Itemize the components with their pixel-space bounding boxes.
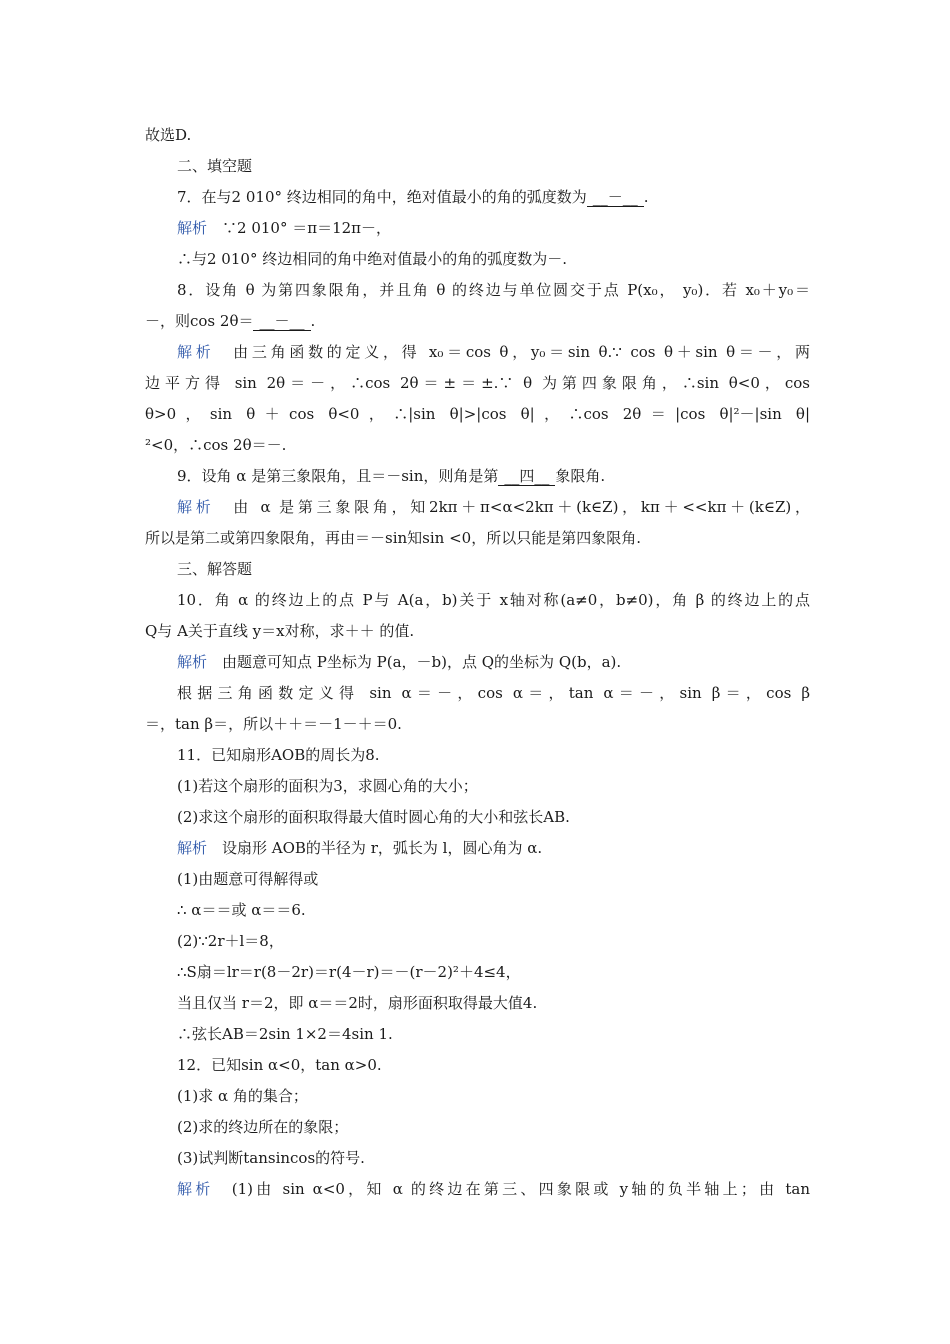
text-segment: Q与 A关于直线 y＝x对称，求＋＋ 的值. [145,622,415,640]
text-segment: (3)试判断tansincos的符号. [177,1149,365,1167]
answer-blank: __四__ [498,467,555,486]
text-line [145,1174,810,1205]
solution-label: 解析 [177,343,215,361]
text-line [145,337,810,368]
text-segment: 所以是第二或第四象限角，再由＝－sin知sin <0，所以只能是第四象限角. [145,529,641,547]
text-segment: (1)若这个扇形的面积为3，求圆心角的大小； [177,777,478,795]
text-segment: (1)由题意可得解得或 [177,870,319,888]
text-segment: θ>0，sin θ＋cos θ<0，∴|sin θ|>|cos θ|，∴cos 2θ＝|cos θ|²－|sin θ| [145,405,810,423]
answer-blank: __－__ [253,312,310,331]
text-line [145,523,810,554]
text-line [145,1050,810,1081]
text-line [145,585,810,616]
text-line [145,895,810,926]
text-line [145,275,810,306]
text-segment: 由三角函数的定义，得 x₀＝cos θ，y₀＝sin θ.∵ cos θ＋sin θ＝－，两 [214,343,810,361]
text-segment: 8．设角 θ 为第四象限角，并且角 θ 的终边与单位圆交于点 P(x₀， y₀)．若 x₀＋y₀＝ [177,281,810,299]
text-segment: ＝，tan β＝，所以＋＋＝－1－＋＝0. [145,715,402,733]
solution-label: 解析 [177,839,208,857]
text-line [145,461,810,492]
text-line [145,740,810,771]
text-line [145,1112,810,1143]
text-segment: ∴S扇＝lr＝r(8－2r)＝r(4－r)＝－(r－2)²＋4≤4， [177,963,521,981]
text-segment: ∵2 010° ＝π＝12π－， [207,219,392,237]
text-line [145,1019,810,1050]
text-segment: 根据三角函数定义得 sin α＝－，cos α＝，tan α＝－，sin β＝，cos β [177,684,810,702]
text-segment: 12．已知sin α<0，tan α>0. [177,1056,382,1074]
text-line [145,771,810,802]
solution-label: 解析 [177,653,208,671]
text-line [145,709,810,740]
text-segment: 二、填空题 [177,157,253,175]
solution-label: 解析 [177,498,215,516]
text-line [145,957,810,988]
text-segment: 10．角 α 的终边上的点 P与 A(a，b)关于 x轴对称(a≠0，b≠0)，角 β 的终边上的点 [177,591,810,609]
text-line [145,1143,810,1174]
text-segment: (2)求的终边所在的象限； [177,1118,349,1136]
text-line [145,678,810,709]
document-body [145,120,810,1205]
text-segment: 9．设角 α 是第三象限角，且＝－sin，则角是第 [177,467,499,485]
solution-label: 解析 [177,1180,214,1198]
text-line [145,988,810,1019]
text-line [145,182,810,213]
text-line [145,864,810,895]
text-line [145,647,810,678]
answer-blank: __－__ [587,188,644,207]
text-segment: －，则cos 2θ＝ [145,312,254,330]
text-segment: ²<0，∴cos 2θ＝－. [145,436,287,454]
text-segment: ∴ α＝＝或 α＝＝6. [177,901,306,919]
text-segment: . [643,188,649,206]
text-line [145,926,810,957]
text-segment: 边平方得 sin 2θ＝－，∴cos 2θ＝±＝±.∵ θ 为第四象限角，∴sin θ<0，cos [145,374,810,392]
text-line [145,368,810,399]
text-segment: 11．已知扇形AOB的周长为8. [177,746,380,764]
text-segment: (1)求 α 角的集合； [177,1087,308,1105]
text-line [145,430,810,461]
text-segment: ∴与2 010° 终边相同的角中绝对值最小的角的弧度数为－. [177,250,567,268]
text-line [145,802,810,833]
text-segment: 三、解答题 [177,560,253,578]
text-line [145,244,810,275]
text-segment: 7．在与2 010° 终边相同的角中，绝对值最小的角的弧度数为 [177,188,587,206]
text-line [145,833,810,864]
text-line [145,616,810,647]
solution-label: 解析 [177,219,208,237]
text-segment: (1)由 sin α<0，知 α 的终边在第三、四象限或 y轴的负半轴上；由 tan [213,1180,810,1198]
text-segment: 故选D. [145,126,192,144]
text-segment: ∴弦长AB＝2sin 1×2＝4sin 1. [177,1025,393,1043]
text-segment: 由 α 是第三象限角，知2kπ＋π<α<2kπ＋(k∈Z)，kπ＋<<kπ＋(k∈Z)， [214,498,810,516]
text-segment: 当且仅当 r＝2，即 α＝＝2时，扇形面积取得最大值4. [177,994,538,1012]
text-line [145,399,810,430]
text-segment: . [310,312,316,330]
text-line [145,151,810,182]
text-segment: (2)求这个扇形的面积取得最大值时圆心角的大小和弦长AB. [177,808,570,826]
text-line [145,213,810,244]
text-line [145,120,810,151]
text-segment: 象限角. [555,467,606,485]
text-segment: (2)∵2r＋l＝8， [177,932,284,950]
text-segment: 设扇形 AOB的半径为 r，弧长为 l，圆心角为 α. [207,839,543,857]
text-line [145,306,810,337]
text-line [145,1081,810,1112]
text-line [145,492,810,523]
text-segment: 由题意可知点 P坐标为 P(a，－b)，点 Q的坐标为 Q(b，a). [207,653,622,671]
text-line [145,554,810,585]
